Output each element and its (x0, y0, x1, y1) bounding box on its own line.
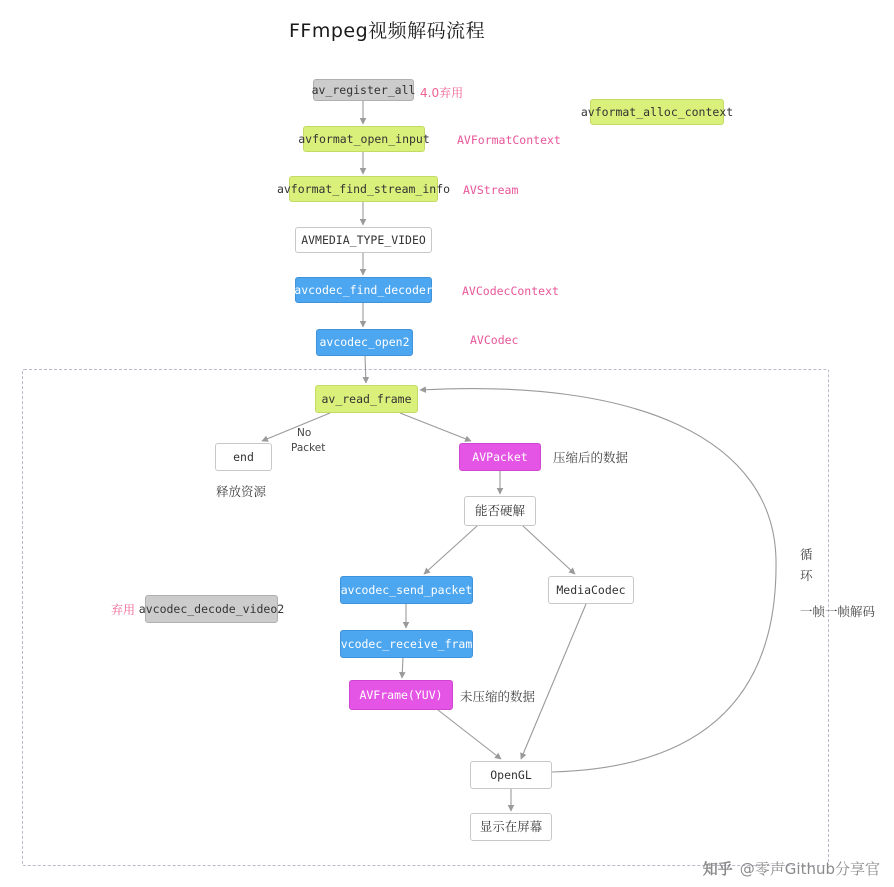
node-label: 显示在屏幕 (479, 819, 543, 835)
annotation-loop-char-1: 循 (800, 547, 813, 562)
node-opengl[interactable] (470, 761, 552, 789)
node-avformat-open-input[interactable] (298, 126, 430, 152)
node-label: avcodec_open2 (319, 335, 410, 350)
node-avpacket[interactable] (459, 443, 541, 471)
node-avcodec-find-decoder[interactable] (295, 277, 432, 303)
node-avformat-find-stream-info[interactable] (276, 176, 451, 202)
page-title: FFmpeg视频解码流程 (289, 20, 486, 42)
node-avcodec-decode-video2[interactable] (138, 595, 285, 623)
zhihu-logo: 知乎 (702, 860, 733, 878)
node-avframe-yuv[interactable] (349, 680, 453, 710)
node-label: av_register_all (311, 82, 416, 97)
node-avcodec-receive-frame[interactable] (333, 630, 480, 658)
node-label: avformat_alloc_context (580, 104, 734, 119)
node-label: AVFrame(YUV) (359, 687, 443, 702)
node-label: 能否硬解 (474, 503, 525, 519)
node-label: avcodec_find_decoder (294, 282, 433, 297)
annotation-avcodec: AVCodec (470, 333, 519, 347)
watermark (703, 858, 880, 879)
edge-label-packet: Packet (291, 442, 326, 454)
annotation-deprecated-4-0: 4.0弃用 (420, 86, 464, 100)
annotation-compressed-data: 压缩后的数据 (553, 450, 629, 465)
annotation-avformatcontext: AVFormatContext (457, 133, 561, 147)
annotation-uncompressed-data: 未压缩的数据 (460, 689, 536, 704)
annotation-deprecated: 弃用 (111, 603, 136, 617)
node-label: MediaCodec (556, 582, 626, 597)
node-label: avcodec_send_packet (340, 582, 473, 597)
node-label: AVPacket (472, 449, 528, 464)
node-avcodec-send-packet[interactable] (340, 576, 473, 604)
watermark-handle: @零声Github分享官 (739, 860, 880, 878)
annotation-free-resource: 释放资源 (216, 484, 267, 499)
node-mediacodec[interactable] (548, 576, 634, 604)
node-av-register-all[interactable] (313, 79, 414, 101)
node-avformat-alloc-context[interactable] (580, 99, 734, 125)
node-label: AVMEDIA_TYPE_VIDEO (301, 232, 426, 247)
annotation-loop-char-2: 环 (800, 568, 813, 583)
annotation-avstream: AVStream (463, 183, 519, 197)
annotation-frame-by-frame: 一帧一帧解码 (800, 604, 876, 619)
node-show-on-screen[interactable] (470, 813, 552, 841)
node-label: OpenGL (490, 767, 532, 782)
node-av-read-frame[interactable] (315, 385, 418, 413)
node-label: avformat_open_input (298, 131, 430, 146)
loop-region-boundary (22, 369, 829, 866)
node-label: avcodec_receive_frame (333, 636, 480, 651)
node-label: avcodec_decode_video2 (138, 601, 285, 616)
node-avmedia-type-video[interactable] (295, 227, 432, 253)
node-can-hardware-decode[interactable] (464, 496, 536, 526)
annotation-avcodeccontext: AVCodecContext (462, 284, 559, 298)
node-avcodec-open2[interactable] (316, 329, 413, 356)
node-end[interactable] (215, 443, 272, 471)
edge-label-no: No (297, 427, 312, 439)
node-label: avformat_find_stream_info (276, 181, 451, 196)
node-label: end (233, 449, 254, 464)
node-label: av_read_frame (321, 391, 412, 406)
